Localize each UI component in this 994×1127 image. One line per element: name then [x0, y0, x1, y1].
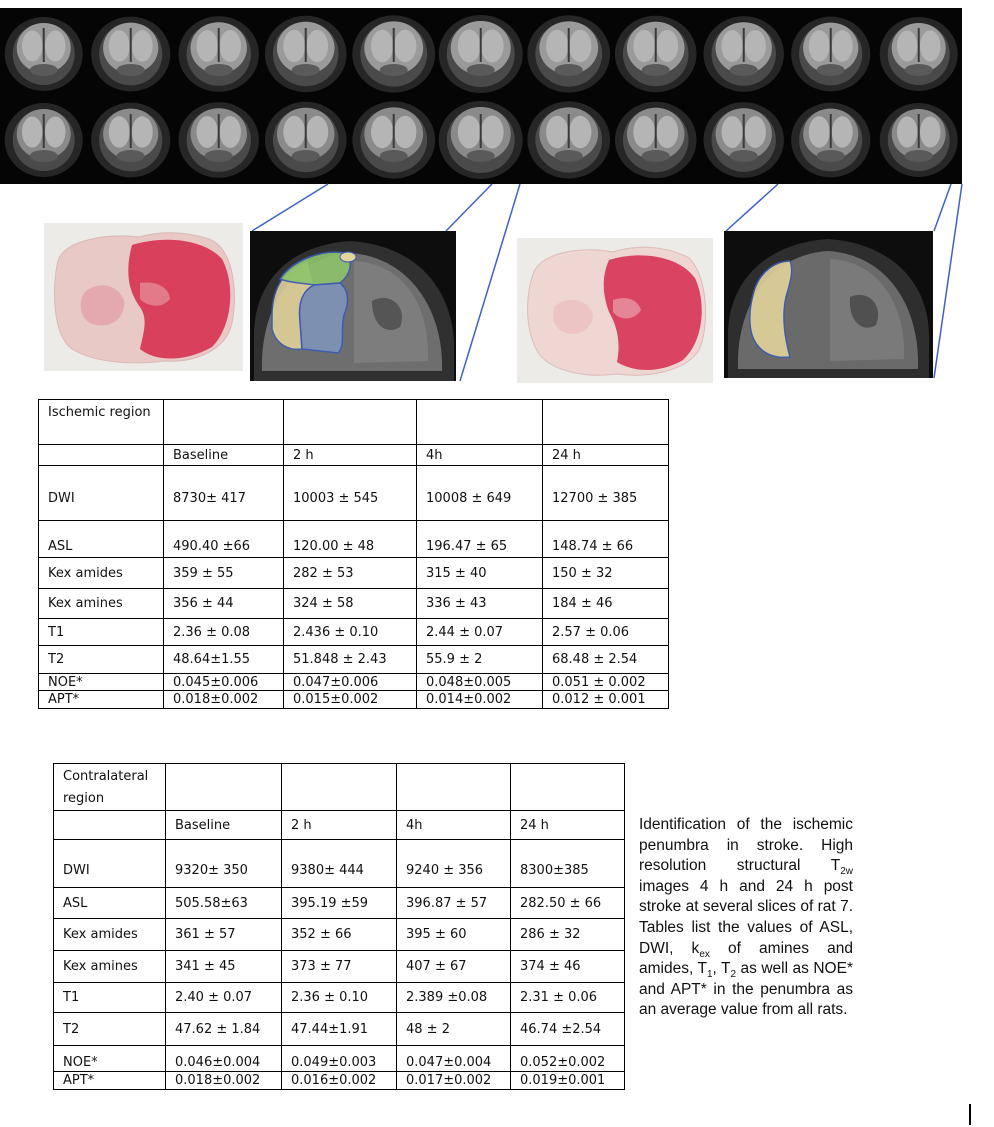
- table-cell: 0.012 ± 0.001: [543, 691, 669, 709]
- table-cell: 361 ± 57: [166, 919, 282, 951]
- column-header: 24 h: [543, 445, 669, 466]
- caption-subscript: ex: [699, 948, 710, 960]
- table-row: [54, 951, 625, 983]
- table-corner-label: Ischemic region: [39, 400, 164, 445]
- table-cell: 359 ± 55: [164, 558, 284, 589]
- table-row: [39, 558, 669, 589]
- caption-subscript: 1: [706, 969, 713, 981]
- table-row: [39, 646, 669, 674]
- mri-slice-thumbnail: [0, 8, 87, 94]
- column-header: 4h: [417, 445, 543, 466]
- table-cell: 9380± 444: [282, 840, 397, 888]
- caption-text: images 4 h and 24 h post stroke at several slices of rat 7. Tables list the values of ASL, DWI, k: [639, 877, 853, 957]
- table-cell: 2.36 ± 0.08: [164, 619, 284, 646]
- table-cell: 2.436 ± 0.10: [284, 619, 417, 646]
- table-cell: 0.019±0.001: [511, 1072, 625, 1090]
- mri-slice-thumbnail: [175, 94, 262, 180]
- mri-slice-4h-penumbra: [250, 231, 456, 381]
- mri-slice-thumbnail: [875, 94, 962, 180]
- table-row: [54, 919, 625, 951]
- mri-row-24h: [0, 94, 962, 180]
- row-label: APT*: [54, 1072, 166, 1090]
- table-cell: 352 ± 66: [282, 919, 397, 951]
- caption-subscript: 2w: [840, 866, 853, 878]
- ischemic-region-table: [38, 399, 669, 709]
- mri-slice-thumbnail: [875, 8, 962, 94]
- row-label: Kex amines: [54, 951, 166, 983]
- mri-slice-thumbnail: [437, 8, 524, 94]
- table-cell: 47.62 ± 1.84: [166, 1013, 282, 1046]
- table-cell: 148.74 ± 66: [543, 521, 669, 558]
- caption-text: as well as NOE* and APT* in the penumbra as an average value from all rats.: [639, 960, 853, 1019]
- table-cell: 0.049±0.003: [282, 1046, 397, 1072]
- row-label: ASL: [39, 521, 164, 558]
- column-header: 24 h: [511, 811, 625, 840]
- mri-slice-thumbnail: [262, 8, 349, 94]
- row-label: Kex amides: [54, 919, 166, 951]
- table-cell: 2.57 ± 0.06: [543, 619, 669, 646]
- table-header-row: [39, 400, 669, 445]
- table-cell: 48 ± 2: [397, 1013, 511, 1046]
- mri-slice-thumbnail: [700, 94, 787, 180]
- mri-slice-thumbnail: [87, 94, 174, 180]
- table-cell: 2.36 ± 0.10: [282, 983, 397, 1013]
- mri-slice-24h-penumbra: [724, 231, 933, 378]
- mri-slice-thumbnail: [0, 94, 87, 180]
- table-cell: 0.015±0.002: [284, 691, 417, 709]
- table-row: [39, 674, 669, 691]
- table-cell: 336 ± 43: [417, 589, 543, 619]
- table-row: [39, 691, 669, 709]
- table-cell: 68.48 ± 2.54: [543, 646, 669, 674]
- table-cell: 0.016±0.002: [282, 1072, 397, 1090]
- table-cell: 0.047±0.004: [397, 1046, 511, 1072]
- table-cell: 10003 ± 545: [284, 466, 417, 521]
- mri-slice-thumbnail: [525, 8, 612, 94]
- table-cell: 282.50 ± 66: [511, 888, 625, 919]
- table-cell: 0.014±0.002: [417, 691, 543, 709]
- figure-caption: [639, 815, 853, 1021]
- table-cell: 395 ± 60: [397, 919, 511, 951]
- table-cell: 407 ± 67: [397, 951, 511, 983]
- table-cell: 47.44±1.91: [282, 1013, 397, 1046]
- mri-slice-thumbnail: [350, 8, 437, 94]
- table-row: [54, 840, 625, 888]
- table-cell: 0.048±0.005: [417, 674, 543, 691]
- table-cell: 2.44 ± 0.07: [417, 619, 543, 646]
- mri-slice-thumbnail: [700, 8, 787, 94]
- table-cell: 0.045±0.006: [164, 674, 284, 691]
- row-label: T1: [39, 619, 164, 646]
- table-cell: 184 ± 46: [543, 589, 669, 619]
- table-cell: 315 ± 40: [417, 558, 543, 589]
- table-header-row: [54, 764, 625, 811]
- table-cell: 55.9 ± 2: [417, 646, 543, 674]
- table-cell: 150 ± 32: [543, 558, 669, 589]
- table-row: [54, 1013, 625, 1046]
- mri-slice-thumbnail: [787, 94, 874, 180]
- row-label: T2: [39, 646, 164, 674]
- ttc-stained-slice-4h: [44, 223, 243, 371]
- table-cell: 120.00 ± 48: [284, 521, 417, 558]
- table-cell: 341 ± 45: [166, 951, 282, 983]
- row-label: T1: [54, 983, 166, 1013]
- table-cell: 2.31 ± 0.06: [511, 983, 625, 1013]
- table-column-header-row: [54, 811, 625, 840]
- column-header: Baseline: [164, 445, 284, 466]
- caption-text: of amines and amides, T: [639, 939, 853, 978]
- row-label: NOE*: [54, 1046, 166, 1072]
- caption-subscript: 2: [730, 969, 737, 981]
- mri-slice-thumbnail: [87, 8, 174, 94]
- mri-slice-thumbnail: [350, 94, 437, 180]
- table-cell: 2.389 ±0.08: [397, 983, 511, 1013]
- table-cell: 51.848 ± 2.43: [284, 646, 417, 674]
- table-cell: 324 ± 58: [284, 589, 417, 619]
- table-corner-label: Contralateral region: [54, 764, 166, 811]
- row-label: Kex amides: [39, 558, 164, 589]
- row-label: DWI: [54, 840, 166, 888]
- table-row: [39, 589, 669, 619]
- table-cell: 505.58±63: [166, 888, 282, 919]
- mri-row-4h: [0, 8, 962, 94]
- caption-text: Identification of the ischemic penumbra in stroke. High resolution structural T: [639, 816, 853, 875]
- table-cell: 395.19 ±59: [282, 888, 397, 919]
- text-cursor: [969, 1104, 971, 1125]
- table-row: [54, 888, 625, 919]
- mri-slice-thumbnail: [262, 94, 349, 180]
- ttc-stained-slice-24h: [517, 238, 713, 383]
- mri-slice-thumbnail: [175, 8, 262, 94]
- row-label: APT*: [39, 691, 164, 709]
- table-cell: 396.87 ± 57: [397, 888, 511, 919]
- table-row: [54, 983, 625, 1013]
- table-cell: 46.74 ±2.54: [511, 1013, 625, 1046]
- table-cell: 282 ± 53: [284, 558, 417, 589]
- table-cell: 0.018±0.002: [166, 1072, 282, 1090]
- row-label: ASL: [54, 888, 166, 919]
- column-header: Baseline: [166, 811, 282, 840]
- table-cell: 490.40 ±66: [164, 521, 284, 558]
- table-column-header-row: [39, 445, 669, 466]
- column-header: 4h: [397, 811, 511, 840]
- table-cell: 0.046±0.004: [166, 1046, 282, 1072]
- table-cell: 48.64±1.55: [164, 646, 284, 674]
- mri-slice-strip: [0, 8, 962, 184]
- table-row: [39, 521, 669, 558]
- row-label: Kex amines: [39, 589, 164, 619]
- table-cell: 0.052±0.002: [511, 1046, 625, 1072]
- table-cell: 9240 ± 356: [397, 840, 511, 888]
- mri-slice-thumbnail: [437, 94, 524, 180]
- mri-slice-thumbnail: [525, 94, 612, 180]
- table-cell: 196.47 ± 65: [417, 521, 543, 558]
- row-label: DWI: [39, 466, 164, 521]
- table-cell: 374 ± 46: [511, 951, 625, 983]
- table-cell: 8730± 417: [164, 466, 284, 521]
- column-header: 2 h: [282, 811, 397, 840]
- caption-text: , T: [712, 960, 731, 978]
- table-cell: 356 ± 44: [164, 589, 284, 619]
- mri-slice-thumbnail: [612, 94, 699, 180]
- table-row: [54, 1046, 625, 1072]
- table-cell: 0.047±0.006: [284, 674, 417, 691]
- table-row: [39, 466, 669, 521]
- table-cell: 2.40 ± 0.07: [166, 983, 282, 1013]
- table-row: [54, 1072, 625, 1090]
- table-cell: 10008 ± 649: [417, 466, 543, 521]
- mri-slice-thumbnail: [612, 8, 699, 94]
- table-cell: 0.051 ± 0.002: [543, 674, 669, 691]
- table-cell: 8300±385: [511, 840, 625, 888]
- column-header: 2 h: [284, 445, 417, 466]
- table-cell: 286 ± 32: [511, 919, 625, 951]
- table-cell: 373 ± 77: [282, 951, 397, 983]
- table-cell: 9320± 350: [166, 840, 282, 888]
- row-label: T2: [54, 1013, 166, 1046]
- contralateral-region-table: [53, 763, 625, 1090]
- table-cell: 12700 ± 385: [543, 466, 669, 521]
- table-cell: 0.017±0.002: [397, 1072, 511, 1090]
- mri-slice-thumbnail: [787, 8, 874, 94]
- table-cell: 0.018±0.002: [164, 691, 284, 709]
- row-label: NOE*: [39, 674, 164, 691]
- table-row: [39, 619, 669, 646]
